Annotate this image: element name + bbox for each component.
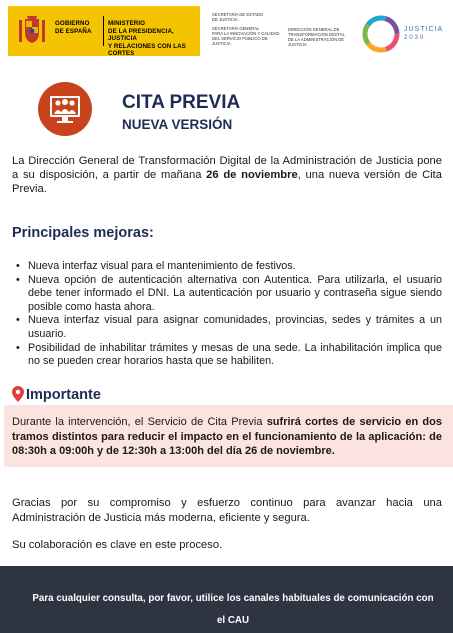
pin-icon xyxy=(12,386,24,402)
improvements-heading: Principales mejoras: xyxy=(12,225,154,241)
improvements-list xyxy=(16,260,442,369)
important-heading: Importante xyxy=(12,386,101,403)
secretariat-label: SECRETARÍA DE ESTADO DE JUSTICIA SECRETARÍA GENERAL PARA LA INNOVACIÓN Y CALIDAD DEL SERVICIO PÚBLICO DE JUSTICIA xyxy=(212,12,280,46)
header xyxy=(0,0,453,66)
page-subtitle: NUEVA VERSIÓN xyxy=(122,117,233,132)
divider xyxy=(103,16,104,46)
coat-of-arms-icon xyxy=(16,14,48,48)
list-item: • Posibilidad de inhabilitar trámites y mesas de una sede. La inhabilitación implica que no se pueden crear horarios hasta que se habiliten. xyxy=(16,342,442,369)
collaboration-paragraph: Su colaboración es clave en este proceso. xyxy=(12,539,223,551)
list-item: • Nueva interfaz visual para asignar comunidades, provincias, sedes y trámites a un usuario. xyxy=(16,314,442,341)
footer-text: Para cualquier consulta, por favor, utilice los canales habituales de comunicación con el CAU xyxy=(32,593,434,626)
intro-paragraph: La Dirección General de Transformación Digital de la Administración de Justicia pone a su disposición, a partir de mañana 26 de noviembre, una nueva versión de Cita Previa. xyxy=(12,155,442,195)
users-monitor-icon xyxy=(38,82,92,136)
list-item: • Nueva interfaz visual para el mantenimiento de festivos. xyxy=(16,260,442,274)
list-item: • Nueva opción de autenticación alternativa con Autentica. Para utilizarla, el usuario debe tener informado el DNI. La autenticación por usuario y contraseña sigue siendo posible como hasta ahora. xyxy=(16,274,442,315)
directorate-label: DIRECCIÓN GENERAL DE TRANSFORMACIÓN DIGITAL DE LA ADMINISTRACIÓN DE JUSTICIA xyxy=(288,27,345,47)
notice-text: Durante la intervención, el Servicio de Cita Previa sufrirá cortes de servicio en dos tramos distintos para reducir el impacto en el funcionamiento de la aplicación: de 08:30h a 09:00h y de 12:30h a 13:00h del día 26 de noviembre. xyxy=(12,416,442,457)
government-label: GOBIERNO DE ESPAÑA xyxy=(55,20,92,35)
page-title: CITA PREVIA xyxy=(122,92,241,113)
thanks-paragraph: Gracias por su compromiso y esfuerzo continuo para avanzar hacia una Administración de Justicia más moderna, eficiente y segura. xyxy=(12,497,442,524)
ministry-label: MINISTERIO DE LA PRESIDENCIA, JUSTICIA Y RELACIONES CON LAS CORTES xyxy=(108,20,186,57)
justicia-2030-logo-icon xyxy=(361,14,401,54)
government-logo-block xyxy=(8,6,200,56)
justicia-2030-label: JUSTICIA 2030 xyxy=(404,26,444,41)
